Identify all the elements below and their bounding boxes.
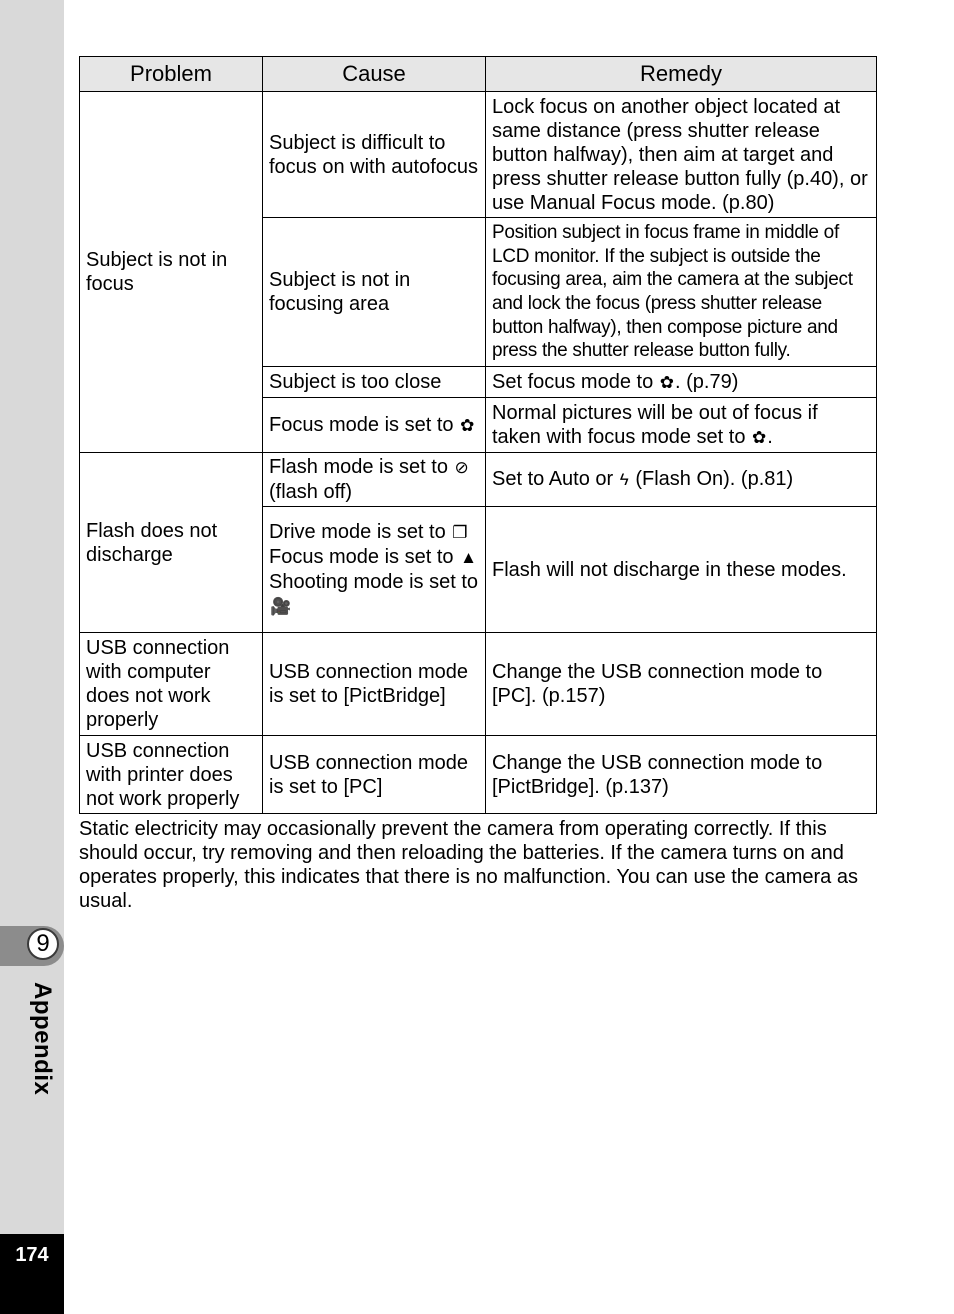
flash-on-icon: ϟ <box>619 470 629 489</box>
continuous-shooting-icon: ❐ <box>452 523 468 542</box>
cause-text: Drive mode is set to <box>269 521 446 543</box>
cause-cell <box>263 507 486 633</box>
cause-cell: USB connection mode is set to [PictBridge] <box>263 633 486 736</box>
remedy-cell: Position subject in focus frame in middle of LCD monitor. If the subject is outside the focusing area, aim the camera at the subject and lock the focus (press shutter release button halfway), then compose picture and press the shutter release button fully. <box>486 218 877 367</box>
movie-camera-icon: 🎥 <box>270 597 292 616</box>
macro-flower-icon: ✿ <box>460 415 475 435</box>
flash-off-icon: ⊘ <box>454 458 469 477</box>
troubleshooting-table <box>79 56 877 814</box>
chapter-title: Appendix <box>29 982 56 1096</box>
cause-cell <box>263 398 486 453</box>
cause-cell: Subject is too close <box>263 367 486 398</box>
cause-cell: Subject is not in focusing area <box>263 218 486 367</box>
cause-cell: Subject is difficult to focus on with autofocus <box>263 92 486 218</box>
table-row <box>80 453 877 507</box>
remedy-cell <box>486 398 877 453</box>
remedy-text: (Flash On). (p.81) <box>635 468 794 490</box>
cause-text: Focus mode is set to <box>269 546 454 568</box>
header-cause: Cause <box>263 57 486 92</box>
page-number: 174 <box>15 1244 49 1266</box>
chapter-number: 9 <box>27 928 59 960</box>
remedy-text: . <box>767 425 773 448</box>
remedy-cell: Flash will not discharge in these modes. <box>486 507 877 633</box>
macro-flower-icon: ✿ <box>659 372 675 392</box>
remedy-text: Set focus mode to <box>492 370 654 393</box>
remedy-cell <box>486 453 877 507</box>
cause-text: Shooting mode is set to <box>269 571 479 593</box>
problem-cell: USB connection with computer does not work properly <box>80 633 263 736</box>
side-strip <box>0 0 64 1314</box>
table-row <box>80 92 877 218</box>
problem-cell: Subject is not in focus <box>80 92 263 453</box>
table-header-row <box>80 57 877 92</box>
table-row <box>80 736 877 814</box>
header-problem: Problem <box>80 57 263 92</box>
static-electricity-note: Static electricity may occasionally prevent the camera from operating correctly. If this should occur, try removing and then reloading the batteries. If the camera turns on and operates properly, this indicates that there is no malfunction. You can use the camera as usual. <box>79 818 858 912</box>
cause-text: Focus mode is set to <box>269 413 454 436</box>
problem-cell: USB connection with printer does not work properly <box>80 736 263 814</box>
cause-cell: USB connection mode is set to [PC] <box>263 736 486 814</box>
cause-cell <box>263 453 486 507</box>
infinity-landscape-icon: ▲ <box>460 548 477 567</box>
remedy-text: . (p.79) <box>675 370 739 393</box>
remedy-cell <box>486 367 877 398</box>
problem-cell: Flash does not discharge <box>80 453 263 633</box>
remedy-text: Normal pictures will be out of focus if taken with focus mode set to <box>492 401 818 448</box>
remedy-cell: Change the USB connection mode to [PictBridge]. (p.137) <box>486 736 877 814</box>
macro-flower-icon: ✿ <box>752 427 767 447</box>
remedy-cell: Lock focus on another object located at same distance (press shutter release button halfway), then aim at target and press shutter release button fully (p.40), or use Manual Focus mode. (p.80) <box>486 92 877 218</box>
cause-text: (flash off) <box>269 481 352 503</box>
remedy-cell: Change the USB connection mode to [PC]. (p.157) <box>486 633 877 736</box>
table-row <box>80 633 877 736</box>
header-remedy: Remedy <box>486 57 877 92</box>
cause-text: Flash mode is set to <box>269 456 448 478</box>
remedy-text: Set to Auto or <box>492 468 614 490</box>
